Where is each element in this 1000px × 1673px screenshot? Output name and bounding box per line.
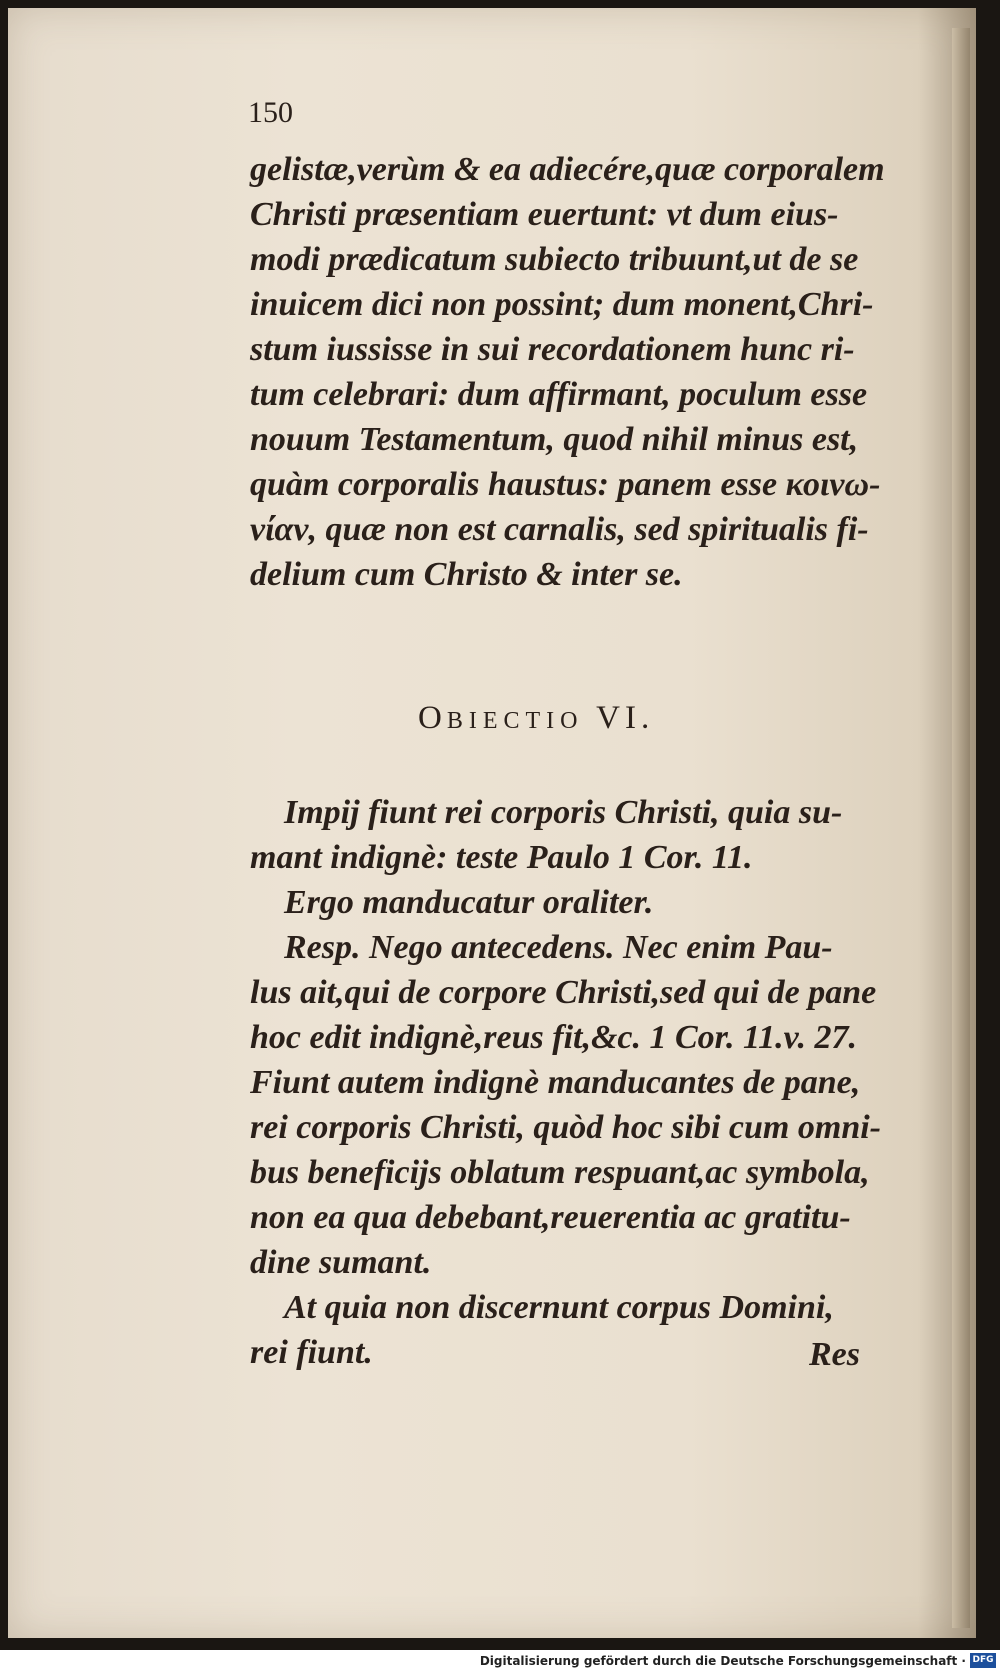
- text-line: At quia non discernunt corpus Domini,: [284, 1289, 834, 1326]
- dfg-logo: DFG: [970, 1653, 996, 1668]
- text-line: quàm corporalis haustus: panem esse κοινω-: [250, 466, 881, 503]
- heading-initial: O: [418, 700, 447, 736]
- footer: [0, 1650, 1000, 1673]
- text-line: bus beneficijs oblatum respuant,ac symbola,: [250, 1154, 870, 1191]
- funding-credit: Digitalisierung gefördert durch die Deutsche Forschungsgemeinschaft ·: [479, 1654, 966, 1668]
- text-line: Ergo manducatur oraliter.: [284, 884, 654, 921]
- heading-numeral: VI.: [596, 700, 655, 736]
- text-line: Resp. Nego antecedens. Nec enim Pau-: [284, 929, 833, 966]
- text-line: rei corporis Christi, quòd hoc sibi cum omni-: [250, 1109, 881, 1146]
- text-line: Fiunt autem indignè manducantes de pane,: [250, 1064, 861, 1101]
- text-line: stum iussisse in sui recordationem hunc ri-: [250, 331, 855, 368]
- text-line: nouum Testamentum, quod nihil minus est,: [250, 421, 859, 458]
- text-line: inuicem dici non possint; dum monent,Chri-: [250, 286, 874, 323]
- text-line: tum celebrari: dum affirmant, poculum esse: [250, 376, 868, 413]
- heading-small-caps: BIECTIO: [446, 708, 584, 734]
- text-line: gelistæ,verùm & ea adiecére,quæ corporalem: [250, 151, 885, 188]
- page-number: 150: [248, 96, 293, 129]
- text-line: Christi præsentiam euertunt: vt dum eius-: [250, 196, 839, 233]
- text-line: non ea qua debebant,reuerentia ac gratitu-: [250, 1199, 851, 1236]
- text-line: lus ait,qui de corpore Christi,sed qui de pane: [250, 974, 877, 1011]
- text-line: dine sumant.: [250, 1244, 432, 1281]
- text-line: delium cum Christo & inter se.: [250, 556, 683, 593]
- text-line: rei fiunt.: [250, 1334, 373, 1371]
- catchword: Res: [809, 1336, 860, 1373]
- text-line: modi prædicatum subiecto tribuunt,ut de se: [250, 241, 859, 278]
- text-line: Impij fiunt rei corporis Christi, quia su-: [284, 794, 843, 831]
- section-heading: [418, 700, 654, 737]
- text-line: hoc edit indignè,reus fit,&c. 1 Cor. 11.v. 27.: [250, 1019, 857, 1056]
- page-edge: [952, 28, 970, 1628]
- text-line: νίαν, quæ non est carnalis, sed spiritualis fi-: [250, 511, 869, 548]
- text-line: mant indignè: teste Paulo 1 Cor. 11.: [250, 839, 753, 876]
